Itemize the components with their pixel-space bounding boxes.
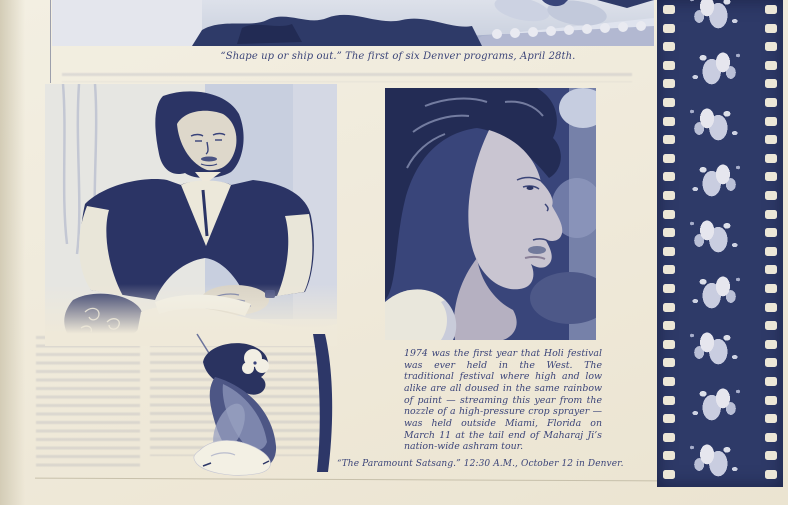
sprocket-hole (663, 210, 675, 219)
sprocket-hole (765, 247, 777, 256)
holi-festival-paragraph: 1974 was the first year that Holi festival was ever held in the West. The traditional festival where high and low alike are all doused in the same rainbow of paint — streaming this year from the nozzle of a high-pressure crop sprayer — was held outside Miami, Florida on March 11 at the tail end of Maharaj Ji’s nation-wide ashram tour. (404, 348, 602, 453)
film-frame (682, 100, 748, 146)
sprocket-hole (663, 24, 675, 33)
sprocket-hole (765, 5, 777, 14)
sprocket-hole (765, 79, 777, 88)
sprocket-hole (663, 135, 675, 144)
sprocket-hole (663, 5, 675, 14)
sprocket-hole (765, 172, 777, 181)
film-frame (682, 212, 748, 258)
sprocket-hole (765, 303, 777, 312)
sprocket-hole (663, 377, 675, 386)
sprocket-hole (663, 340, 675, 349)
sprocket-hole (765, 228, 777, 237)
film-frame (682, 380, 748, 426)
film-strip (657, 0, 783, 487)
sprocket-hole (663, 98, 675, 107)
film-frame (682, 156, 748, 202)
sprocket-hole (765, 284, 777, 293)
sprocket-hole (663, 79, 675, 88)
bottom-rule (35, 478, 657, 482)
profile-portrait-art (385, 88, 596, 340)
sprocket-hole (663, 228, 675, 237)
sprocket-hole (663, 117, 675, 126)
sprocket-hole (765, 191, 777, 200)
sprocket-hole (663, 303, 675, 312)
film-frame (682, 324, 748, 370)
profile-portrait-photo (385, 88, 596, 340)
bottom-photo-caption: “The Paramount Satsang.” 12:30 A.M., October 12 in Denver. (337, 459, 624, 469)
sprocket-hole (765, 340, 777, 349)
sprocket-holes-left (663, 0, 675, 487)
sprocket-hole (765, 154, 777, 163)
sprocket-hole (765, 24, 777, 33)
sprocket-hole (765, 433, 777, 442)
sprocket-hole (663, 172, 675, 181)
left-column-rule (50, 0, 51, 83)
sprocket-hole (765, 98, 777, 107)
sprocket-hole (765, 451, 777, 460)
film-frame (682, 0, 748, 34)
sprocket-hole (765, 135, 777, 144)
figurine-art (145, 332, 345, 478)
sprocket-hole (765, 414, 777, 423)
film-frame (682, 436, 748, 482)
sprocket-hole (765, 61, 777, 70)
sprocket-hole (663, 265, 675, 274)
sprocket-hole (663, 154, 675, 163)
sprocket-hole (663, 470, 675, 479)
sprocket-hole (663, 414, 675, 423)
sprocket-hole (663, 191, 675, 200)
sprocket-hole (765, 321, 777, 330)
page-left-edge-shadow (0, 0, 28, 505)
sprocket-hole (765, 396, 777, 405)
denver-program-photo (52, 0, 654, 46)
film-frame (682, 44, 748, 90)
sprocket-hole (663, 321, 675, 330)
sprocket-hole (765, 358, 777, 367)
sprocket-hole (765, 470, 777, 479)
ghost-text-left-column (36, 336, 140, 468)
sprocket-hole (765, 377, 777, 386)
sprocket-hole (663, 396, 675, 405)
sprocket-holes-right (765, 0, 777, 487)
sprocket-hole (765, 265, 777, 274)
sprocket-hole (663, 433, 675, 442)
figurine-photo (145, 332, 345, 478)
denver-program-photo-art (52, 0, 654, 46)
sprocket-hole (663, 42, 675, 51)
sprocket-hole (663, 247, 675, 256)
sprocket-hole (663, 284, 675, 293)
sprocket-hole (765, 42, 777, 51)
sprocket-hole (765, 210, 777, 219)
sprocket-hole (663, 358, 675, 367)
top-photo-caption: “Shape up or ship out.” The first of six Denver programs, April 28th. (220, 51, 576, 62)
sprocket-hole (663, 61, 675, 70)
sprocket-hole (663, 451, 675, 460)
ghost-text-top (62, 73, 632, 82)
sprocket-hole (765, 117, 777, 126)
film-frame (682, 268, 748, 314)
